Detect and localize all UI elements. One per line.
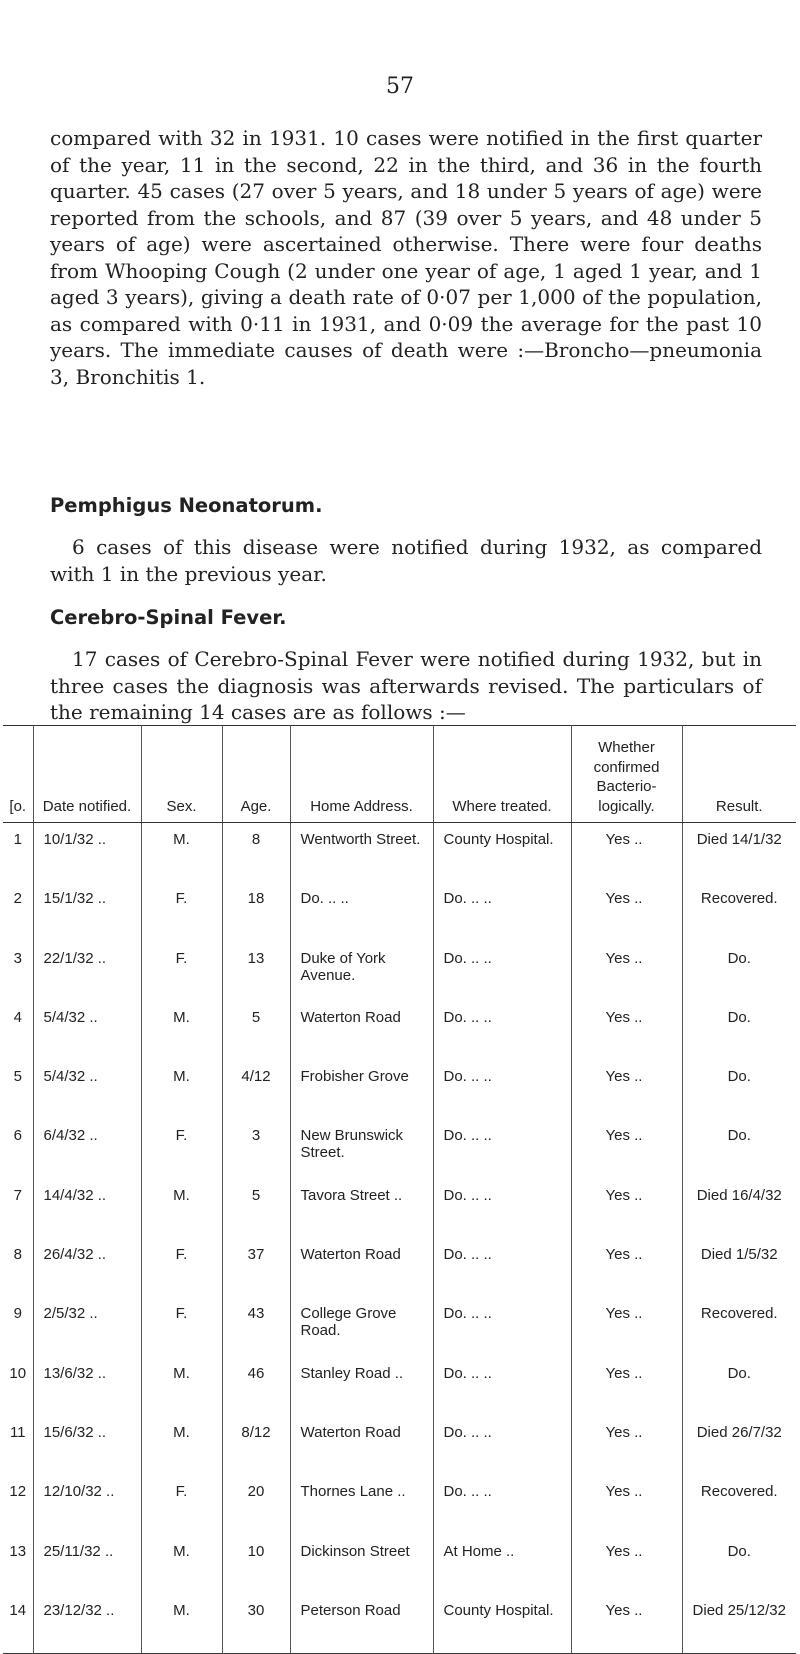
cell-address: Do. .. ..: [290, 882, 433, 941]
cell-no: 13: [9, 1542, 27, 1560]
cell-sex: F.: [141, 1238, 222, 1297]
table-row: [3, 882, 796, 941]
cell-sex: F.: [141, 942, 222, 1001]
cell-sex: F.: [141, 1119, 222, 1178]
cell-address: Waterton Road: [290, 1001, 433, 1060]
header-confirmed: Whether confirmed Bacterio- logically.: [571, 726, 682, 823]
header-where: Where treated.: [433, 726, 571, 823]
cell-address: College Grove Road.: [290, 1297, 433, 1356]
table-row: [3, 942, 796, 1001]
cell-no: 9: [13, 1305, 22, 1323]
cell-confirmed: Yes ..: [571, 1179, 682, 1238]
cell-where-treated: County Hospital.: [433, 823, 571, 883]
cell-date: 12/10/32 ..: [33, 1475, 141, 1534]
cell-no: 10: [9, 1364, 27, 1382]
cell-address: Peterson Road: [290, 1594, 433, 1654]
cell-date: 22/1/32 ..: [33, 942, 141, 1001]
header-date: Date notified.: [33, 726, 141, 823]
cell-confirmed: Yes ..: [571, 1001, 682, 1060]
cell-confirmed: Yes ..: [571, 1357, 682, 1416]
cell-result: Do.: [682, 942, 796, 1001]
intro-paragraph: compared with 32 in 1931. 10 cases were notified in the first quarter of the year, 11 in the second, 22 in the third, and 36 in the fourth quarter. 45 cases (27 over 5 years, and 18 under 5 years of age) were reported from the schools, and 87 (39 over 5 years, and 48 under 5 years of age) were ascertained otherwise. There were four deaths from Whooping Cough (2 under one year of age, 1 aged 1 year, and 1 aged 3 years), giving a death rate of 0·07 per 1,000 of the population, as compared with 0·11 in 1931, and 0·09 the average for the past 10 years. The immediate causes of death were :—Broncho—pneumonia 3, Bronchitis 1.: [50, 126, 762, 389]
cases-table: [3, 725, 796, 1654]
cell-where-treated: Do. .. ..: [433, 1475, 571, 1534]
cell-where-treated: Do. .. ..: [433, 1238, 571, 1297]
cell-age: 43: [222, 1297, 290, 1356]
cell-address: Tavora Street ..: [290, 1179, 433, 1238]
cerebro-paragraph: 17 cases of Cerebro-Spinal Fever were notified during 1932, but in three cases the diagnosis was afterwards revised. The particulars of the remaining 14 cases are as follows :—: [50, 647, 762, 724]
cell-confirmed: Yes ..: [571, 1594, 682, 1654]
header-sex: Sex.: [141, 726, 222, 823]
table-body: [3, 823, 796, 1654]
cell-age: 8/12: [222, 1416, 290, 1475]
cell-no: 3: [13, 949, 22, 967]
cell-age: 37: [222, 1238, 290, 1297]
cell-address: Stanley Road ..: [290, 1357, 433, 1416]
cell-confirmed: Yes ..: [571, 1119, 682, 1178]
cell-date: 23/12/32 ..: [33, 1594, 141, 1654]
cell-result: Do.: [682, 1060, 796, 1119]
cell-age: 10: [222, 1535, 290, 1594]
cell-date: 15/6/32 ..: [33, 1416, 141, 1475]
cell-confirmed: Yes ..: [571, 823, 682, 883]
table-row: [3, 823, 796, 883]
cell-date: 26/4/32 ..: [33, 1238, 141, 1297]
cell-sex: M.: [141, 1535, 222, 1594]
cell-confirmed: Yes ..: [571, 1475, 682, 1534]
header-result: Result.: [682, 726, 796, 823]
cell-no: 11: [9, 1423, 26, 1441]
cell-confirmed: Yes ..: [571, 1416, 682, 1475]
pemphigus-section: [50, 493, 762, 520]
cell-no: 4: [13, 1008, 22, 1026]
cell-no: 6: [13, 1127, 22, 1145]
table-row: [3, 1357, 796, 1416]
cell-result: Died 26/7/32: [682, 1416, 796, 1475]
cell-sex: M.: [141, 823, 222, 883]
cell-confirmed: Yes ..: [571, 882, 682, 941]
table-row: [3, 1238, 796, 1297]
cell-date: 25/11/32 ..: [33, 1535, 141, 1594]
cell-no: 7: [13, 1186, 22, 1204]
cerebro-body: [50, 646, 762, 726]
pemphigus-heading: Pemphigus Neonatorum.: [50, 494, 323, 517]
cell-sex: F.: [141, 1297, 222, 1356]
cell-address: Thornes Lane ..: [290, 1475, 433, 1534]
cell-date: 10/1/32 ..: [33, 823, 141, 883]
cell-age: 8: [222, 823, 290, 883]
cell-result: Recovered.: [682, 1475, 796, 1534]
header-no: [o.: [3, 726, 33, 823]
cell-age: 4/12: [222, 1060, 290, 1119]
cell-result: Do.: [682, 1001, 796, 1060]
table-row: [3, 1119, 796, 1178]
table-row: [3, 1060, 796, 1119]
cell-where-treated: Do. .. ..: [433, 1001, 571, 1060]
cell-date: 6/4/32 ..: [33, 1119, 141, 1178]
cell-confirmed: Yes ..: [571, 1297, 682, 1356]
cell-age: 3: [222, 1119, 290, 1178]
cell-where-treated: Do. .. ..: [433, 1416, 571, 1475]
cell-where-treated: At Home ..: [433, 1535, 571, 1594]
cell-where-treated: Do. .. ..: [433, 882, 571, 941]
cell-confirmed: Yes ..: [571, 1060, 682, 1119]
cell-no: 8: [13, 1246, 22, 1264]
pemphigus-body: [50, 534, 762, 587]
cell-age: 30: [222, 1594, 290, 1654]
cerebro-section: [50, 605, 762, 632]
header-address: Home Address.: [290, 726, 433, 823]
cell-address: New Brunswick Street.: [290, 1119, 433, 1178]
table-row: [3, 1179, 796, 1238]
cell-confirmed: Yes ..: [571, 1535, 682, 1594]
cell-no: 12: [9, 1483, 27, 1501]
cell-confirmed: Yes ..: [571, 942, 682, 1001]
cell-address: Wentworth Street.: [290, 823, 433, 883]
cell-result: Died 14/1/32: [682, 823, 796, 883]
table-row: [3, 1535, 796, 1594]
cell-sex: M.: [141, 1001, 222, 1060]
cell-sex: M.: [141, 1179, 222, 1238]
cell-result: Died 16/4/32: [682, 1179, 796, 1238]
cell-sex: M.: [141, 1416, 222, 1475]
table-row: [3, 1475, 796, 1534]
cell-where-treated: Do. .. ..: [433, 942, 571, 1001]
table-row: [3, 1594, 796, 1654]
cell-result: Recovered.: [682, 1297, 796, 1356]
cell-sex: F.: [141, 1475, 222, 1534]
cell-sex: F.: [141, 882, 222, 941]
cell-address: Frobisher Grove: [290, 1060, 433, 1119]
table-header-row: [3, 726, 796, 823]
cell-sex: M.: [141, 1594, 222, 1654]
cell-where-treated: Do. .. ..: [433, 1060, 571, 1119]
cell-age: 46: [222, 1357, 290, 1416]
cell-result: Recovered.: [682, 882, 796, 941]
cell-age: 13: [222, 942, 290, 1001]
table-row: [3, 1416, 796, 1475]
cell-result: Died 1/5/32: [682, 1238, 796, 1297]
page-number: 57: [386, 74, 414, 99]
cell-date: 13/6/32 ..: [33, 1357, 141, 1416]
cell-where-treated: County Hospital.: [433, 1594, 571, 1654]
cell-address: Duke of York Avenue.: [290, 942, 433, 1001]
table-row: [3, 1297, 796, 1356]
cell-where-treated: Do. .. ..: [433, 1179, 571, 1238]
cell-confirmed: Yes ..: [571, 1238, 682, 1297]
cell-no: 5: [13, 1068, 22, 1086]
cell-no: 2: [13, 890, 22, 908]
cell-date: 15/1/32 ..: [33, 882, 141, 941]
cell-where-treated: Do. .. ..: [433, 1119, 571, 1178]
cell-no: 1: [13, 831, 22, 848]
intro-section: [50, 125, 762, 390]
cerebro-heading: Cerebro-Spinal Fever.: [50, 606, 287, 629]
cell-result: Died 25/12/32: [682, 1594, 796, 1654]
cell-address: Waterton Road: [290, 1416, 433, 1475]
cell-date: 2/5/32 ..: [33, 1297, 141, 1356]
cell-sex: M.: [141, 1060, 222, 1119]
cell-date: 14/4/32 ..: [33, 1179, 141, 1238]
cell-result: Do.: [682, 1535, 796, 1594]
cell-result: Do.: [682, 1357, 796, 1416]
cell-age: 18: [222, 882, 290, 941]
cell-result: Do.: [682, 1119, 796, 1178]
cell-no: 14: [9, 1601, 27, 1619]
cell-age: 5: [222, 1179, 290, 1238]
cell-date: 5/4/32 ..: [33, 1060, 141, 1119]
cell-age: 20: [222, 1475, 290, 1534]
cell-where-treated: Do. .. ..: [433, 1357, 571, 1416]
cell-address: Dickinson Street: [290, 1535, 433, 1594]
table-row: [3, 1001, 796, 1060]
cell-age: 5: [222, 1001, 290, 1060]
cell-sex: M.: [141, 1357, 222, 1416]
cell-date: 5/4/32 ..: [33, 1001, 141, 1060]
header-age: Age.: [222, 726, 290, 823]
cell-address: Waterton Road: [290, 1238, 433, 1297]
pemphigus-paragraph: 6 cases of this disease were notified during 1932, as compared with 1 in the previous year.: [50, 535, 762, 586]
cell-where-treated: Do. .. ..: [433, 1297, 571, 1356]
